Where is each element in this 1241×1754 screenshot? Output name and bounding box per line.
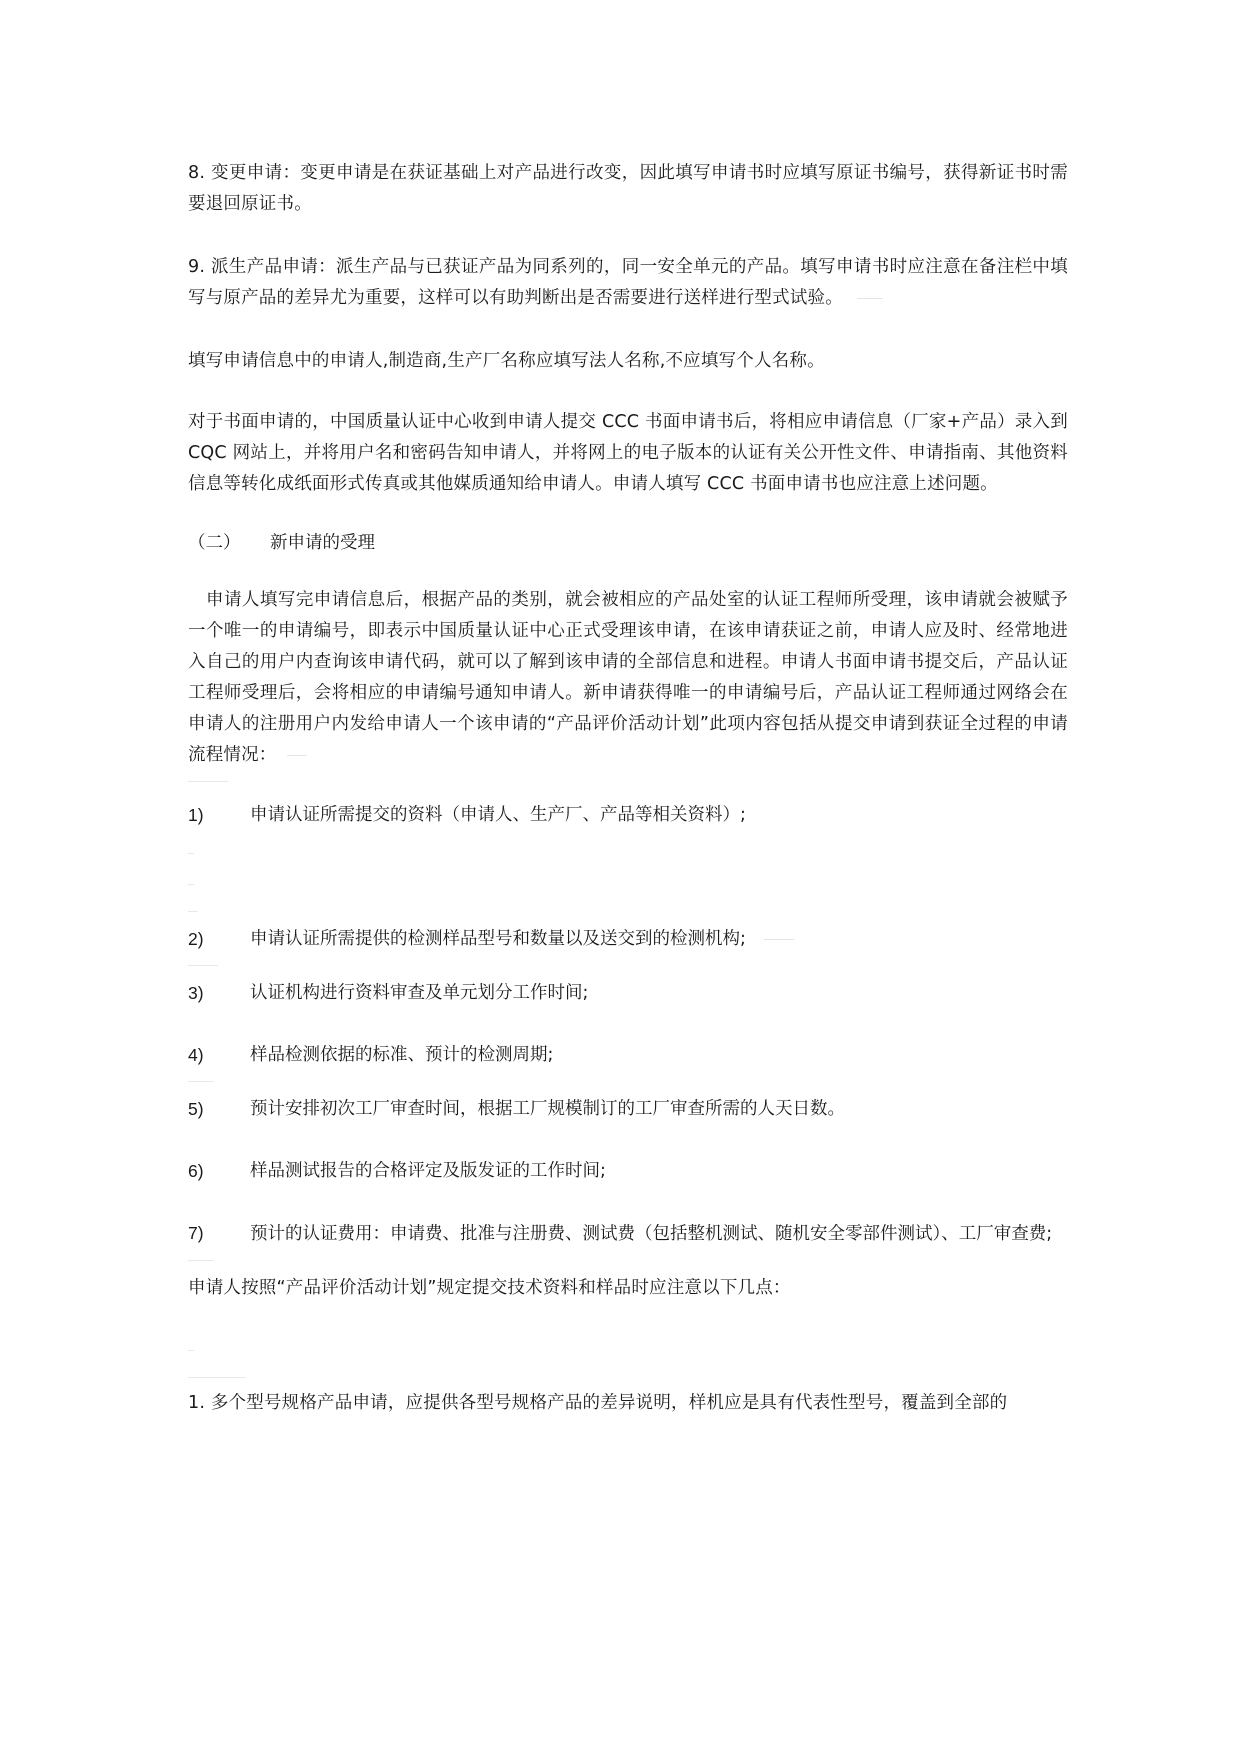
faint-rule [188,1350,194,1351]
list-item-5 [188,1094,1068,1125]
section-heading [188,528,1068,559]
list-number: 5) [188,1099,204,1119]
faint-rule [188,965,218,966]
derived-product-text: 9. 派生产品申请：派生产品与已获证产品为同系列的，同一安全单元的产品。填写申请书时应注意在备注栏中填写与原产品的差异尤为重要，这样可以有助判断出是否需要进行送样进行型式试验。 [188,257,1068,308]
paragraph-legal-names: 填写申请信息中的申请人,制造商,生产厂名称应填写法人名称,不应填写个人名称。 [188,351,825,371]
faint-mark [764,939,794,940]
list-item-7 [188,1218,1068,1250]
acceptance-text: 申请人填写完申请信息后，根据产品的类别，就会被相应的产品处室的认证工程师所受理，该申请就会被赋予一个唯一的申请编号，即表示中国质量认证中心正式受理该申请，在该申请获证之前，申请人应及时、经常地进入自己的用户内查询该申请代码，就可以了解到该申请的全部信息和进程。申请人书面申请书提交后，产品认证工程师受理后，会将相应的申请编号通知申请人。新申请获得唯一的申请编号后，产品认证工程师通过网络会在申请人的注册用户内发给申请人一个该申请的“产品评价活动计划”此项内容包括从提交申请到获证全过程的申请流程情况： [188,590,1068,765]
list-item-1 [188,800,1068,831]
list-number: 4) [188,1045,204,1065]
list-item-4 [188,1040,1068,1071]
faint-rule [188,1260,214,1261]
faint-rule [188,853,194,854]
paragraph-written-application: 对于书面申请的，中国质量认证中心收到申请人提交 CCC 书面申请书后，将相应申请信息（厂家+产品）录入到 CQC 网站上，并将用户名和密码告知申请人，并将网上的电子版本的认证有关公开性文件、申请指南、其他资料信息等转化成纸面形式传真或其他媒质通知给申请人。申请人填写 CCC 书面申请书也应注意上述问题。 [188,412,1068,494]
paragraph-multi-model: 1. 多个型号规格产品申请，应提供各型号规格产品的差异说明，样机应是具有代表性型号，覆盖到全部的 [188,1393,1008,1413]
list-number: 1) [188,805,204,825]
list-text: 认证机构进行资料审查及单元划分工作时间; [250,983,589,1003]
paragraph-derived-product-application [188,252,1068,314]
list-number: 7) [188,1223,204,1243]
list-item-3 [188,978,1068,1009]
list-text: 申请认证所需提交的资料（申请人、生产厂、产品等相关资料）; [250,805,746,825]
faint-mark [857,298,883,299]
document-page [188,158,1068,1419]
paragraph-change-application: 8. 变更申请：变更申请是在获证基础上对产品进行改变，因此填写申请书时应填写原证书编号，获得新证书时需要退回原证书。 [188,163,1068,214]
list-text: 样品检测依据的标准、预计的检测周期; [250,1045,554,1065]
list-text: 预计安排初次工厂审查时间，根据工厂规模制订的工厂审查所需的人天日数。 [250,1099,845,1119]
section-number: （二） [188,533,241,553]
list-text-content: 申请认证所需提供的检测样品型号和数量以及送交到的检测机构; [250,929,746,949]
paragraph-acceptance [188,585,1068,771]
faint-rule [188,911,198,912]
faint-rule [188,781,228,782]
faint-mark [287,755,307,756]
paragraph-notes-intro: 申请人按照“产品评价活动计划”规定提交技术资料和样品时应注意以下几点： [188,1278,791,1298]
faint-rule [188,884,194,885]
section-title: 新申请的受理 [270,533,375,553]
list-text: 样品测试报告的合格评定及版发证的工作时间; [250,1161,606,1181]
faint-rule [188,1081,214,1082]
list-text [250,924,1068,955]
list-item-6 [188,1156,1068,1187]
list-item-2 [188,924,1068,955]
list-text: 预计的认证费用：申请费、批准与注册费、测试费（包括整机测试、随机安全零部件测试）、工厂审查费; [250,1224,1053,1244]
list-number: 2) [188,929,204,949]
faint-rule [188,1377,246,1378]
list-number: 6) [188,1161,204,1181]
list-number: 3) [188,983,204,1003]
